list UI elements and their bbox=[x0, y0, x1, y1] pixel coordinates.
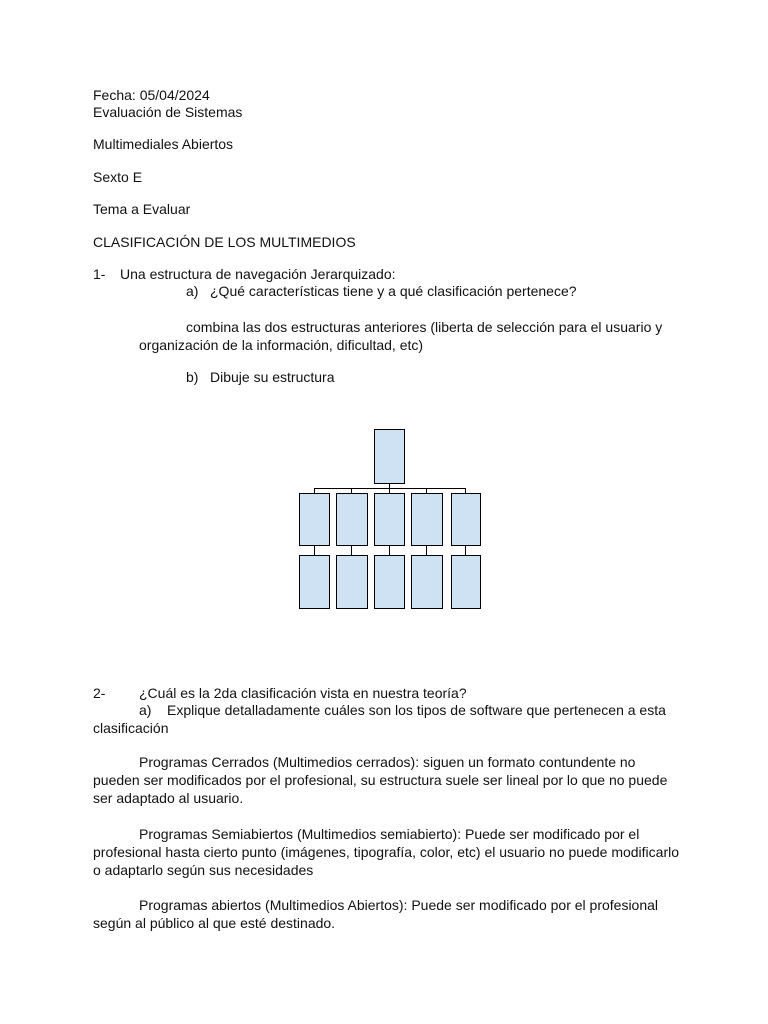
topic-label: Tema a Evaluar bbox=[93, 201, 191, 217]
topic-heading: CLASIFICACIÓN DE LOS MULTIMEDIOS bbox=[93, 234, 356, 250]
q2a-text: Explique detalladamente cuáles son los tipos de software que pertenecen a esta bbox=[167, 702, 666, 718]
q2-number: 2- bbox=[93, 685, 106, 701]
semiopen-programs-paragraph: Programas Semiabiertos (Multimedios semiabierto): Puede ser modificado por el profesional hasta cierto punto (imágenes, tipografía, color, etc) el usuario no puede modificarlo o adaptarlo según sus necesidades bbox=[93, 826, 680, 879]
q1a-label: a) bbox=[186, 283, 199, 299]
level-2-node bbox=[337, 556, 368, 609]
q2a-label: a) bbox=[139, 702, 152, 718]
level-2-node bbox=[375, 556, 405, 609]
q1-number: 1- bbox=[93, 266, 106, 282]
course-label: Sexto E bbox=[93, 169, 143, 185]
q1a-answer-line2: organización de la información, dificultad, etc) bbox=[139, 337, 424, 353]
q1-text: Una estructura de navegación Jerarquizado: bbox=[120, 266, 396, 282]
level-1-node bbox=[300, 494, 330, 546]
level-2-node bbox=[452, 556, 481, 609]
level-1-node bbox=[412, 494, 443, 546]
level-2-node bbox=[300, 556, 330, 609]
q1a-text: ¿Qué características tiene y a qué clasificación pertenece? bbox=[210, 283, 577, 299]
q2-text: ¿Cuál es la 2da clasificación vista en nuestra teoría? bbox=[139, 685, 467, 701]
q1b-text: Dibuje su estructura bbox=[210, 369, 335, 385]
level-1-node bbox=[452, 494, 481, 546]
q2a-text-cont: clasificación bbox=[93, 720, 169, 736]
closed-programs-paragraph: Programas Cerrados (Multimedios cerrados): siguen un formato contundente no pueden ser modificados por el profesional, su estructura suele ser lineal por lo que no puede ser adaptado al usuario. bbox=[93, 754, 668, 807]
q1a-answer-line1: combina las dos estructuras anteriores (liberta de selección para el usuario y bbox=[186, 319, 663, 335]
level-1-node bbox=[375, 494, 405, 546]
document-title-cont: Multimediales Abiertos bbox=[93, 136, 234, 152]
open-programs-paragraph: Programas abiertos (Multimedios Abiertos): Puede ser modificado por el profesional según al público al que esté destinado. bbox=[93, 897, 659, 932]
root-node bbox=[375, 430, 405, 484]
date-line: Fecha: 05/04/2024 bbox=[93, 87, 210, 103]
document-title: Evaluación de Sistemas bbox=[93, 104, 243, 120]
level-1-node bbox=[337, 494, 368, 546]
q1b-label: b) bbox=[186, 369, 199, 385]
level-2-node bbox=[412, 556, 443, 609]
